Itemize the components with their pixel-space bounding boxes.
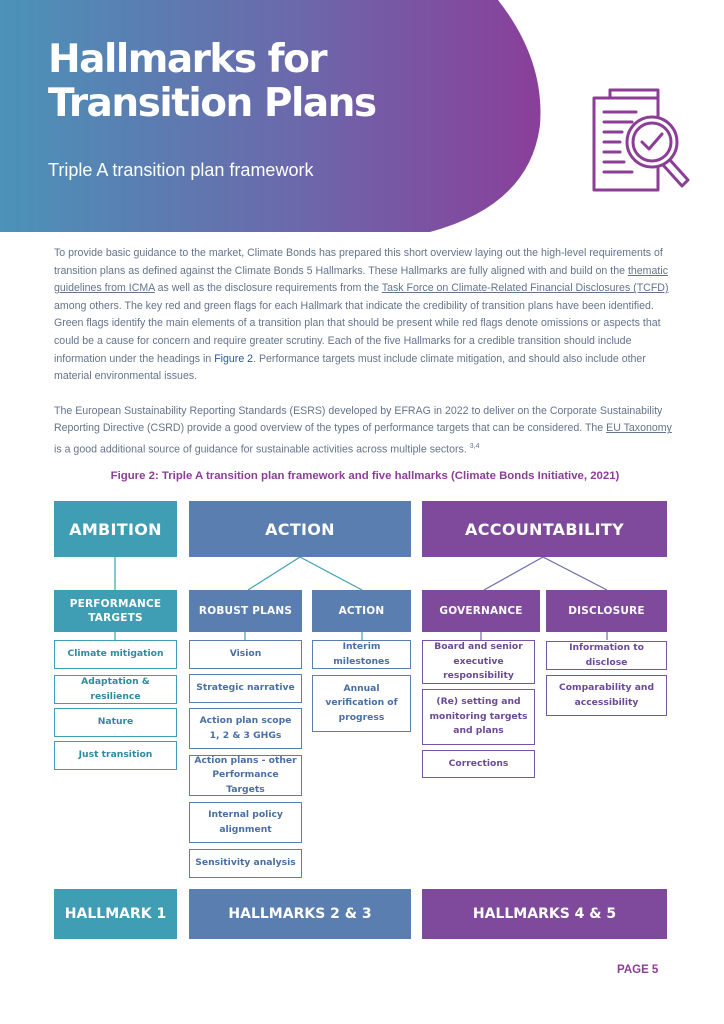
list-item: Sensitivity analysis [189, 849, 302, 878]
list-item: Just transition [54, 741, 177, 770]
list-item: Climate mitigation [54, 640, 177, 669]
title-line-2: Transition Plans [48, 81, 376, 126]
list-item: Action plan scope 1, 2 & 3 GHGs [189, 708, 302, 749]
figure-caption: Figure 2: Triple A transition plan framework and five hallmarks (Climate Bonds Initiative, 2021) [110, 470, 620, 482]
list-item: Internal policy alignment [189, 802, 302, 843]
list-item: Board and senior executive responsibility [422, 640, 535, 684]
hallmarks-4-5-footer: HALLMARKS 4 & 5 [422, 889, 667, 939]
hallmarks-2-3-footer: HALLMARKS 2 & 3 [189, 889, 411, 939]
intro-paragraph-2: The European Sustainability Reporting Standards (ESRS) developed by EFRAG in 2022 to deliver on the Corporate Sustainability Reporting Directive (CSRD) provide a good overview of the types of performance targets that can be considered. The EU Taxonomy is a good additional source of guidance for sustainable activities across multiple sectors. $^{3,4}$ [54, 404, 672, 456]
icma-guidelines-link[interactable]: thematic guidelines from ICMA [54, 264, 668, 295]
action-subheader: ACTION [312, 590, 411, 632]
eu-taxonomy-link[interactable]: EU Taxonomy [606, 422, 672, 435]
action-header: ACTION [189, 501, 411, 557]
hallmark-1-footer: HALLMARK 1 [54, 889, 177, 939]
list-item: Comparability and accessibility [546, 675, 667, 716]
list-item: Strategic narrative [189, 674, 302, 703]
governance-header: GOVERNANCE [422, 590, 540, 632]
title-line-1: Hallmarks for [48, 37, 327, 82]
list-item: Interim milestones [312, 640, 411, 669]
page-subtitle: Triple A transition plan framework [48, 160, 314, 180]
page-number: PAGE 5 [617, 964, 659, 976]
list-item: Adaptation & resilience [54, 675, 177, 704]
list-item: Annual verification of progress [312, 675, 411, 732]
footnote-reference: 3,4 [469, 442, 480, 450]
list-item: Nature [54, 708, 177, 737]
performance-targets-header: PERFORMANCE TARGETS [54, 590, 177, 632]
tcfd-link[interactable]: Task Force on Climate-Related Financial Disclosures (TCFD) [381, 282, 669, 295]
accountability-header: ACCOUNTABILITY [422, 501, 667, 557]
figure-2-reference: Figure 2 [214, 352, 254, 365]
intro-paragraph-1: To provide basic guidance to the market, Climate Bonds has prepared this short overview laying out the high-level requirements of transition plans as defined against the Climate Bonds 5 Hallmarks. These Hallmarks are fully aligned with and build on the thematic guidelines from ICMA as well as the disclosure requirements from the Task Force on Climate-Related Financial Disclosures (TCFD) among others. The key red and green flags for each Hallmark that indicate the credibility of transition plans have been identified. Green flags identify the main elements of a transition plan that should be present while red flags denote omissions or aspects that could be a cause for concern and require greater scrutiny. Each of the five Hallmarks for a credible transition should include information under the headings in Figure 2. Performance targets must include climate mitigation, and should also include other material environmental issues. [54, 247, 669, 383]
robust-plans-header: ROBUST PLANS [189, 590, 302, 632]
disclosure-header: DISCLOSURE [546, 590, 667, 632]
list-item: Corrections [422, 750, 535, 778]
ambition-header: AMBITION [54, 501, 177, 557]
list-item: (Re) setting and monitoring targets and plans [422, 689, 535, 745]
list-item: Vision [189, 640, 302, 669]
list-item: Information to disclose [546, 641, 667, 670]
list-item: Action plans - other Performance Targets [189, 755, 302, 796]
